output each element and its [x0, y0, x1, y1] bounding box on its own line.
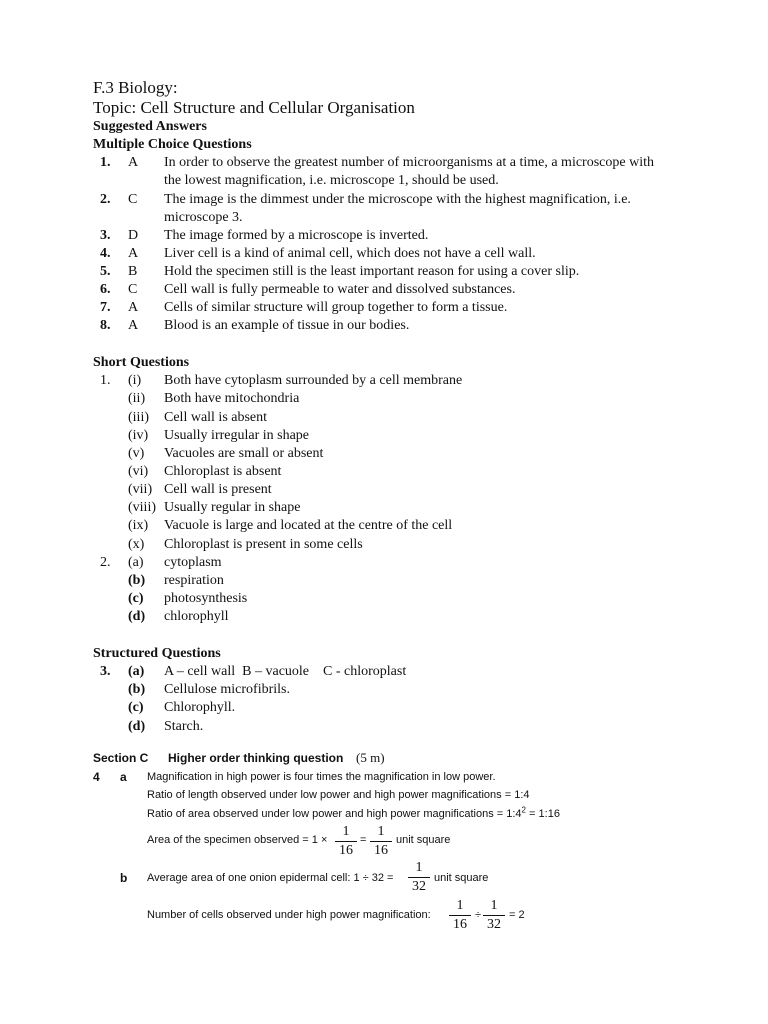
list-item: Chlorophyll. — [164, 700, 236, 715]
mcq-explanation: Cell wall is fully permeable to water and dissolved substances. — [164, 282, 516, 297]
equals-sign: = — [360, 834, 367, 846]
section-c-label: Section C — [93, 751, 149, 765]
list-label: (ii) — [128, 391, 146, 406]
list-item: Usually regular in shape — [164, 500, 301, 515]
list-item: A – cell wall B – vacuole C - chloroplast — [164, 664, 407, 679]
list-item: Both have cytoplasm surrounded by a cell membrane — [164, 373, 463, 388]
fraction-one-sixteenth: 1 16 — [449, 898, 471, 933]
list-item: Vacuoles are small or absent — [164, 446, 324, 461]
mcq-number: 4. — [100, 246, 111, 261]
mcq-explanation: Liver cell is a kind of animal cell, which does not have a cell wall. — [164, 246, 536, 261]
list-label: (d) — [128, 609, 146, 624]
mcq-answer: A — [128, 318, 139, 333]
list-item: Cell wall is absent — [164, 410, 268, 425]
list-label: (ix) — [128, 518, 149, 533]
mcq-explanation: Hold the specimen still is the least important reason for using a cover slip. — [164, 264, 580, 279]
list-item: respiration — [164, 573, 224, 588]
mcq-explanation: The image is the dimmest under the microscope with the highest magnification, i.e. — [164, 192, 631, 207]
mcq-explanation: the lowest magnification, i.e. microscope 1, should be used. — [164, 173, 499, 188]
result-value: = 2 — [509, 909, 525, 921]
mcq-number: 5. — [100, 264, 111, 279]
part-a-label: a — [120, 770, 127, 784]
list-item: Vacuole is large and located at the centre of the cell — [164, 518, 453, 533]
section-c-title: Higher order thinking question — [168, 751, 344, 765]
part-a-line: Ratio of area observed under low power and high power magnifications = $1:4^2$ = 1:16 — [147, 805, 560, 820]
list-label: (i) — [128, 373, 142, 388]
mcq-explanation: In order to observe the greatest number of microorganisms at a time, a microscope with — [164, 155, 654, 170]
list-label: (v) — [128, 446, 145, 461]
list-label: (a) — [128, 555, 144, 570]
mcq-answer: D — [128, 228, 139, 243]
structured-questions-heading: Structured Questions — [93, 646, 221, 661]
mcq-answer: C — [128, 282, 138, 297]
mcq-explanation: Blood is an example of tissue in our bodies. — [164, 318, 410, 333]
part-b-line: Average area of one onion epidermal cell: 1 ÷ 32 = — [147, 872, 394, 884]
mcq-explanation: microscope 3. — [164, 210, 243, 225]
list-label: (vi) — [128, 464, 149, 479]
fraction-one-sixteenth: 1 16 — [335, 824, 357, 859]
unit-square-label: unit square — [434, 872, 489, 884]
mcq-number: 6. — [100, 282, 111, 297]
section-c-marks: (5 m) — [356, 750, 385, 765]
list-label: (b) — [128, 682, 146, 697]
mcq-explanation: Cells of similar structure will group together to form a tissue. — [164, 300, 508, 315]
fraction-one-thirty-second: 1 32 — [408, 860, 430, 895]
mcq-number: 7. — [100, 300, 111, 315]
short-q1-number: 1. — [100, 373, 111, 388]
list-label: (c) — [128, 700, 144, 715]
list-label: (c) — [128, 591, 144, 606]
mcq-answer: A — [128, 246, 139, 261]
list-label: (iv) — [128, 428, 149, 443]
mcq-answer: A — [128, 300, 139, 315]
part-a-line: Ratio of length observed under low power and high power magnifications = 1:4 — [147, 789, 530, 801]
part-a-line: Magnification in high power is four times the magnification in low power. — [147, 771, 496, 783]
mcq-answer: C — [128, 192, 138, 207]
mcq-answer: A — [128, 155, 139, 170]
list-item: Both have mitochondria — [164, 391, 300, 406]
list-label: (iii) — [128, 410, 149, 425]
list-item: Chloroplast is absent — [164, 464, 282, 479]
mcq-explanation: The image formed by a microscope is inverted. — [164, 228, 429, 243]
mcq-answer: B — [128, 264, 138, 279]
mcq-number: 8. — [100, 318, 111, 333]
list-item: cytoplasm — [164, 555, 222, 570]
list-item: chlorophyll — [164, 609, 229, 624]
topic-title: Topic: Cell Structure and Cellular Organisation — [93, 98, 415, 117]
list-label: (b) — [128, 573, 146, 588]
mcq-heading: Multiple Choice Questions — [93, 137, 252, 152]
list-item: Chloroplast is present in some cells — [164, 537, 363, 552]
short-questions-heading: Short Questions — [93, 355, 190, 370]
list-label: (a) — [128, 664, 145, 679]
short-q2-number: 2. — [100, 555, 111, 570]
fraction-one-thirty-second: 1 32 — [483, 898, 505, 933]
mcq-number: 1. — [100, 155, 111, 170]
list-item: photosynthesis — [164, 591, 248, 606]
list-label: (vii) — [128, 482, 153, 497]
list-label: (d) — [128, 719, 146, 734]
list-item: Starch. — [164, 719, 204, 734]
suggested-answers-heading: Suggested Answers — [93, 119, 207, 134]
part-b-label: b — [120, 871, 128, 885]
list-item: Cell wall is present — [164, 482, 272, 497]
part-a-line: Area of the specimen observed = 1 × — [147, 834, 328, 846]
list-label: (x) — [128, 537, 145, 552]
section-c-q-number: 4 — [93, 770, 100, 784]
list-item: Cellulose microfibrils. — [164, 682, 290, 697]
list-item: Usually irregular in shape — [164, 428, 310, 443]
division-sign: ÷ — [475, 909, 482, 921]
unit-square-label: unit square — [396, 834, 451, 846]
mcq-number: 3. — [100, 228, 111, 243]
structured-q3-number: 3. — [100, 664, 111, 679]
list-label: (viii) — [128, 500, 156, 515]
part-b-line: Number of cells observed under high power magnification: — [147, 909, 431, 921]
fraction-one-sixteenth: 1 16 — [370, 824, 392, 859]
course-title: F.3 Biology: — [93, 78, 178, 97]
mcq-number: 2. — [100, 192, 111, 207]
